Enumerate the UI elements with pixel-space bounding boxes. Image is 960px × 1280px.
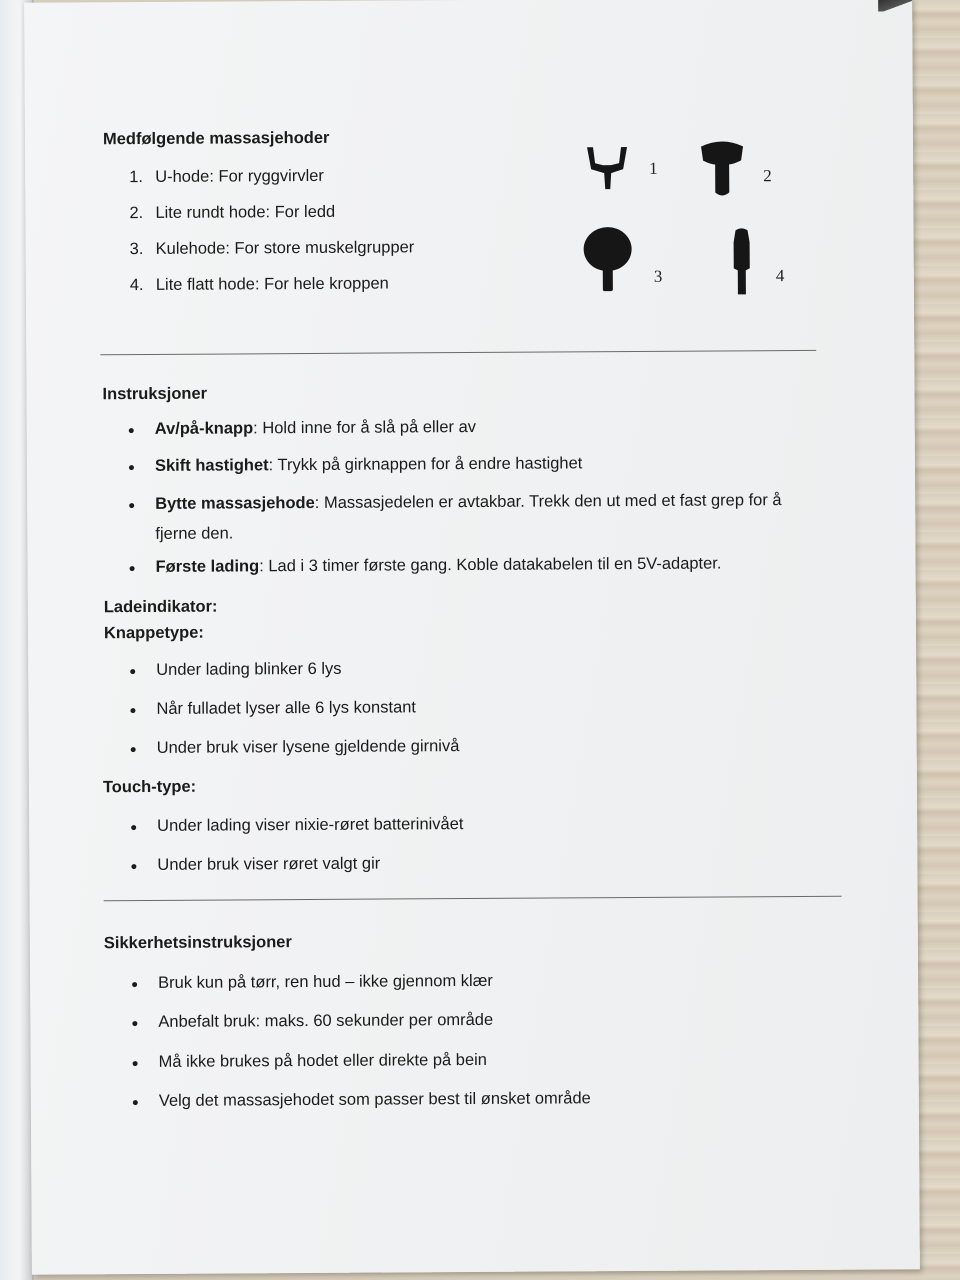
list-number: 3. [129, 240, 144, 259]
small-round-head-icon [695, 134, 749, 202]
bullet [131, 747, 136, 752]
bullet [133, 1061, 138, 1066]
instructions-section-title: Instruksjoner [102, 384, 208, 404]
list-text: Kulehode: For store muskelgrupper [155, 238, 415, 258]
item-text: Velg det massasjehodet som passer best til ønsket område [158, 1089, 591, 1110]
bullet [133, 1100, 138, 1105]
instruction-text: : Hold inne for å slå på eller av [253, 417, 477, 438]
section-divider [104, 896, 842, 902]
item-text: Må ikke brukes på hodet eller direkte på bein [158, 1050, 488, 1071]
touch-type-subtitle: Touch-type: [102, 777, 197, 797]
bullet [131, 825, 136, 830]
bullet [132, 982, 137, 987]
heads-list-item [129, 167, 324, 187]
bullet [132, 1021, 137, 1026]
item-text: Under lading blinker 6 lys [156, 659, 342, 679]
section-divider [100, 350, 816, 355]
u-head-icon [581, 141, 633, 197]
ball-head-icon [581, 225, 637, 297]
instruction-label: Første lading [155, 557, 260, 576]
list-number: 1. [129, 168, 144, 187]
bullet [130, 669, 135, 674]
instruction-label: Bytte massasjehode [155, 493, 315, 513]
item-text: Under bruk viser røret valgt gir [157, 854, 381, 874]
bullet [130, 566, 135, 571]
item-text: Anbefalt bruk: maks. 60 sekunder per område [158, 1010, 494, 1031]
heads-list-item [129, 203, 335, 223]
massage-heads-figure [581, 140, 812, 311]
figure-label: 3 [653, 266, 663, 286]
manual-page [24, 0, 920, 1275]
instruction-label: Skift hastighet [154, 456, 269, 475]
item-text: Bruk kun på tørr, ren hud – ikke gjennom klær [158, 971, 493, 992]
bullet [130, 708, 135, 713]
bullet [129, 465, 134, 470]
item-text: Når fulladet lyser alle 6 lys konstant [156, 698, 417, 718]
bullet [129, 503, 134, 508]
item-text: Under lading viser nixie-røret batterinivået [157, 815, 464, 835]
heads-section-title: Medfølgende massasjehoder [102, 128, 330, 149]
page-content [24, 0, 920, 1275]
figure-label: 4 [775, 266, 785, 286]
figure-label: 1 [649, 158, 658, 178]
instruction-text: : Trykk på girknappen for å endre hastighet [268, 454, 583, 475]
heads-list-item [130, 238, 415, 259]
figure-label: 2 [763, 166, 772, 186]
heads-list-item [130, 275, 389, 296]
small-flat-head-icon [722, 226, 762, 298]
item-text: Under bruk viser lysene gjeldende girnivå [156, 737, 460, 757]
list-text: U-hode: For ryggvirvler [155, 166, 324, 186]
list-text: Lite flatt hode: For hele kroppen [155, 274, 389, 294]
bullet [129, 428, 134, 433]
safety-section-title: Sikkerhetsinstruksjoner [103, 933, 292, 953]
list-number: 4. [129, 275, 144, 295]
list-text: Lite rundt hode: For ledd [155, 202, 336, 222]
indicator-section-title: Ladeindikator: [103, 597, 218, 617]
list-number: 2. [129, 204, 144, 223]
instruction-label: Av/på-knapp [154, 419, 254, 438]
instruction-text: : Massasjedelen er avtakbar. Trekk den ut med et fast grep for å fjerne den. [155, 491, 782, 543]
bullet [131, 864, 136, 869]
instruction-text: : Lad i 3 timer første gang. Koble datakabelen til en 5V-adapter. [259, 554, 722, 576]
button-type-subtitle: Knappetype: [103, 623, 204, 643]
